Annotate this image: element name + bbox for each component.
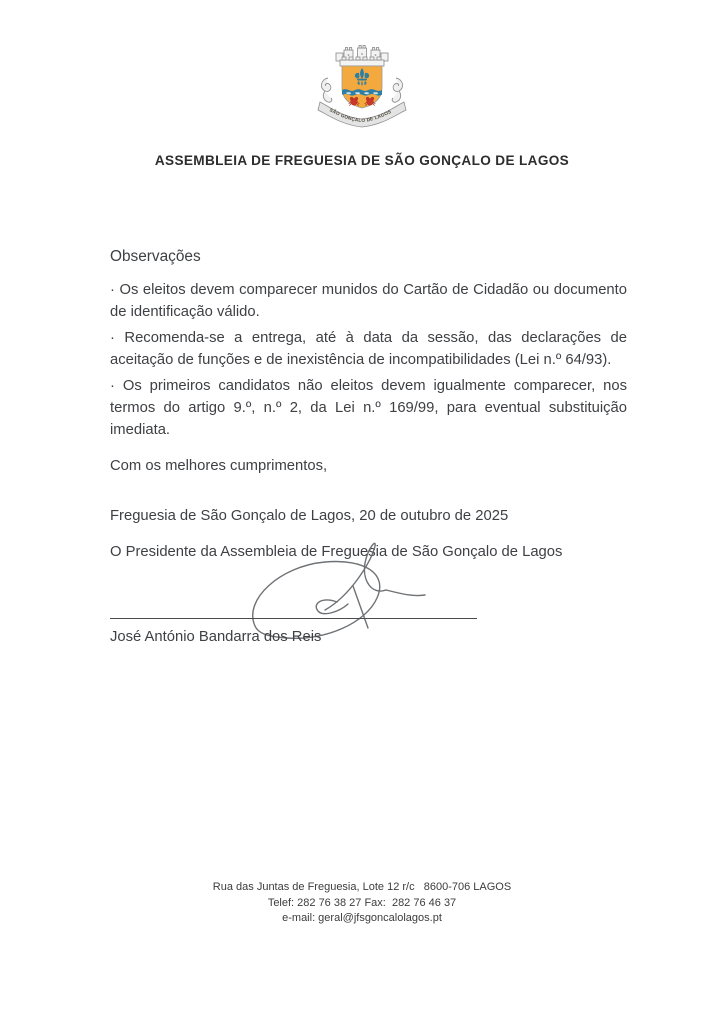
bullet-paragraph: · Os eleitos devem comparecer munidos do Cartão de Cidadão ou documento de identificação válido.: [110, 282, 627, 320]
org-title: ASSEMBLEIA DE FREGUESIA DE SÃO GONÇALO DE LAGOS: [154, 153, 570, 168]
closing-line: Com os melhores cumprimentos,: [110, 458, 328, 474]
crest-banner-text: SÃO GONÇALO DE LAGOS: [328, 107, 393, 124]
scroll-curl-left-icon: [321, 78, 331, 102]
signature-line: [110, 618, 477, 619]
mural-crown-icon: [336, 46, 388, 67]
signer-title-line: O Presidente da Assembleia de Freguesia de São Gonçalo de Lagos: [110, 544, 563, 560]
observations-heading: Observações: [110, 248, 201, 265]
signer-name: José António Bandarra dos Reis: [110, 629, 322, 645]
date-line: Freguesia de São Gonçalo de Lagos, 20 de outubro de 2025: [110, 508, 509, 524]
footer-email: e-mail: geral@jfsgoncalolagos.pt: [282, 912, 442, 924]
coat-of-arms: [306, 42, 418, 142]
bullet-paragraph: · Os primeiros candidatos não eleitos devem igualmente comparecer, nos termos do artigo 9.º, n.º 2, da Lei n.º 169/99, para eventual substituição imediata.: [110, 378, 627, 438]
scroll-curl-right-icon: [392, 78, 402, 102]
footer: [0, 880, 724, 927]
bullet-paragraph: · Recomenda-se a entrega, até à data da sessão, das declarações de aceitação de funções e de inexistência de incompatibilidades (Lei n.º 64/93).: [110, 330, 627, 368]
footer-address: Rua das Juntas de Freguesia, Lote 12 r/c 8600-706 LAGOS: [212, 881, 512, 893]
footer-phone: Telef: 282 76 38 27 Fax: 282 76 46 37: [267, 896, 457, 909]
